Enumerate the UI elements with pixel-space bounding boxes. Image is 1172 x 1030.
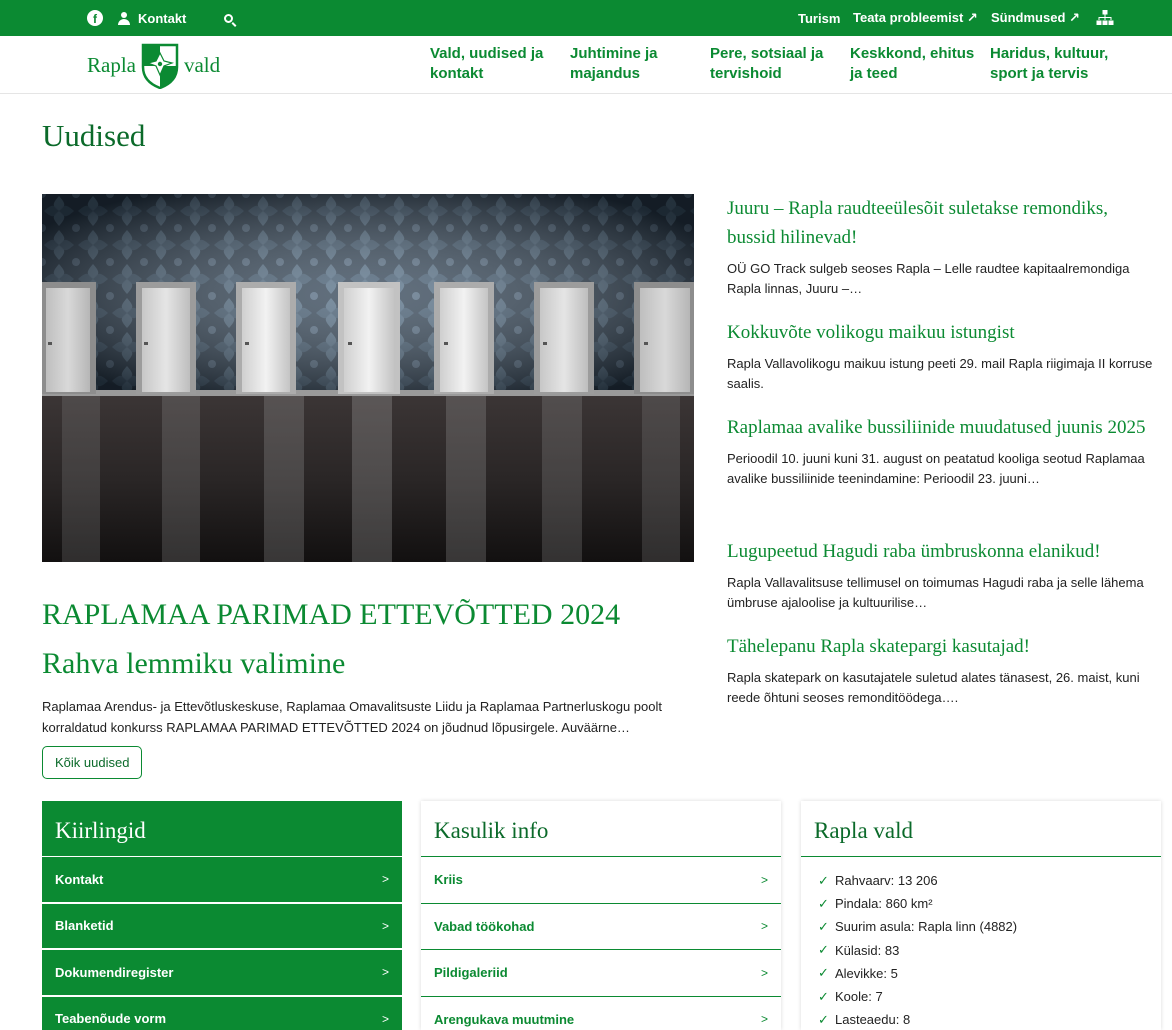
- checkmark-icon: ✓: [818, 942, 829, 958]
- page-title: Uudised: [42, 118, 146, 153]
- news-excerpt: Rapla skatepark on kasutajatele suletud alates tänasest, 26. maist, kuni reede õhtuni seoses remonditöödega….: [727, 670, 1140, 705]
- quicklink-dokumendiregister[interactable]: [42, 950, 402, 997]
- quicklink-label: Teabenõude vorm: [55, 1011, 167, 1027]
- chevron-right-icon: >: [760, 872, 768, 887]
- quicklink-teabenoude-vorm[interactable]: [42, 997, 402, 1030]
- main-header: [0, 36, 1172, 94]
- checkmark-icon: ✓: [818, 988, 829, 1004]
- quicklink-label: Kontakt: [55, 871, 104, 887]
- top-link-events[interactable]: Sündmused ↗: [991, 10, 1080, 25]
- nav-item-keskkond[interactable]: Keskkond, ehitus ja teed: [850, 45, 975, 82]
- fact-item: [818, 869, 1161, 892]
- chevron-right-icon: >: [381, 872, 389, 887]
- news-item: [727, 632, 1157, 708]
- news-item: [727, 537, 1157, 613]
- chevron-right-icon: >: [381, 918, 389, 933]
- checkmark-icon: ✓: [818, 895, 829, 911]
- useful-link-label: Vabad töökohad: [434, 918, 535, 934]
- news-item: [727, 413, 1157, 489]
- quicklink-kontakt[interactable]: [42, 857, 402, 904]
- logo-text-right: vald: [183, 52, 221, 77]
- top-bar: [0, 0, 1172, 36]
- fact-text: Lasteaedu: 8: [835, 1012, 911, 1028]
- useful-info-title: Kasulik info: [421, 801, 781, 857]
- chevron-right-icon: >: [760, 919, 768, 934]
- top-contact-link[interactable]: [118, 0, 186, 36]
- fact-text: Külasid: 83: [835, 942, 900, 958]
- news-excerpt: Perioodil 10. juuni kuni 31. august on peatatud kooliga seotud Raplamaa avalike bussiliinide teenindamine: Perioodil 23. juuni…: [727, 451, 1145, 486]
- chevron-right-icon: >: [381, 1011, 389, 1026]
- fact-text: Suurim asula: Rapla linn (4882): [835, 919, 1018, 935]
- checkmark-icon: ✓: [818, 918, 829, 934]
- search-icon[interactable]: [224, 0, 238, 36]
- checkmark-icon: ✓: [818, 965, 829, 981]
- fact-item: [818, 985, 1161, 1008]
- chevron-right-icon: >: [381, 965, 389, 980]
- fact-item: [818, 892, 1161, 915]
- logo-text-left: Rapla: [87, 52, 136, 77]
- useful-link-label: Arengukava muutmine: [434, 1011, 575, 1027]
- top-link-report-problem[interactable]: Teata probleemist ↗: [853, 10, 978, 25]
- nav-item-pere[interactable]: Pere, sotsiaal ja tervishoid: [710, 45, 824, 82]
- user-icon: [118, 12, 130, 25]
- chevron-right-icon: >: [760, 1012, 768, 1027]
- useful-link-pildigaleriid[interactable]: [421, 950, 781, 997]
- checkmark-icon: ✓: [818, 1011, 829, 1027]
- quicklink-label: Dokumendiregister: [55, 964, 174, 980]
- quicklinks-title: Kiirlingid: [42, 801, 402, 857]
- nav-item-juhtimine[interactable]: Juhtimine ja majandus: [570, 45, 658, 82]
- quicklink-blanketid[interactable]: [42, 904, 402, 951]
- featured-title-line2: Rahva lemmiku valimine: [42, 647, 346, 680]
- quicklinks-box: [42, 801, 402, 1030]
- fact-item: [818, 939, 1161, 962]
- useful-link-kriis[interactable]: [421, 857, 781, 904]
- fact-text: Pindala: 860 km²: [835, 896, 933, 912]
- featured-news-excerpt: Raplamaa Arendus- ja Ettevõtluskeskuse, Raplamaa Omavalitsuste Liidu ja Raplamaa Partnerluskogu poolt korraldatud konkurss RAPLAMAA PARIMAD ETTEVÕTTED 2024 on jõudnud lõpusirgele. Auväärne…: [42, 699, 662, 735]
- parish-facts-title: Rapla vald: [801, 801, 1161, 857]
- fact-text: Alevikke: 5: [835, 965, 898, 981]
- parish-facts-list: [801, 857, 1161, 1030]
- useful-link-label: Pildigaleriid: [434, 965, 508, 981]
- useful-info-box: [421, 801, 781, 1030]
- top-link-turism[interactable]: Turism: [798, 10, 841, 26]
- top-contact-label: Kontakt: [138, 10, 187, 26]
- site-logo[interactable]: [87, 40, 220, 90]
- featured-news-title[interactable]: [42, 590, 702, 688]
- news-excerpt: Rapla Vallavolikogu maikuu istung peeti 29. mail Rapla riigimaja II korruse saalis.: [727, 356, 1153, 391]
- fact-text: Rahvaarv: 13 206: [835, 873, 938, 889]
- useful-link-arengukava[interactable]: [421, 997, 781, 1030]
- all-news-button[interactable]: Kõik uudised: [42, 746, 142, 779]
- news-excerpt: OÜ GO Track sulgeb seoses Rapla – Lelle raudtee kapitaalremondiga Rapla linnas, Juuru –…: [727, 261, 1130, 296]
- chevron-right-icon: >: [760, 965, 768, 980]
- news-title[interactable]: Raplamaa avalike bussiliinide muudatused juunis 2025: [727, 417, 1146, 438]
- news-excerpt: Rapla Vallavalitsuse tellimusel on toimumas Hagudi raba ja selle lähema ümbruse ajaloolise ja kultuurilise…: [727, 575, 1144, 610]
- featured-news-image[interactable]: [42, 194, 694, 562]
- nav-item-vald[interactable]: Vald, uudised ja kontakt: [430, 45, 544, 82]
- news-title[interactable]: Tähelepanu Rapla skatepargi kasutajad!: [727, 636, 1030, 657]
- fact-item: [818, 962, 1161, 985]
- news-item: [727, 194, 1157, 299]
- checkmark-icon: ✓: [818, 872, 829, 888]
- fact-text: Koole: 7: [835, 989, 883, 1005]
- news-item: [727, 318, 1157, 394]
- fact-item: [818, 915, 1161, 938]
- featured-title-line1: RAPLAMAA PARIMAD ETTEVÕTTED 2024: [42, 598, 621, 631]
- fact-item: [818, 1008, 1161, 1030]
- facebook-icon[interactable]: f: [87, 0, 103, 36]
- news-title[interactable]: Lugupeetud Hagudi raba ümbruskonna elanikud!: [727, 541, 1101, 562]
- sitemap-icon[interactable]: [1096, 0, 1114, 36]
- useful-link-label: Kriis: [434, 872, 463, 888]
- coat-of-arms-icon: [140, 41, 180, 89]
- useful-link-vabad-tookohad[interactable]: [421, 904, 781, 951]
- nav-item-haridus[interactable]: Haridus, kultuur, sport ja tervis: [990, 45, 1109, 82]
- parish-facts-box: [801, 801, 1161, 1030]
- news-title[interactable]: Kokkuvõte volikogu maikuu istungist: [727, 322, 1015, 343]
- news-title[interactable]: Juuru – Rapla raudteeülesõit suletakse remondiks, bussid hilinevad!: [727, 198, 1108, 248]
- quicklink-label: Blanketid: [55, 918, 114, 934]
